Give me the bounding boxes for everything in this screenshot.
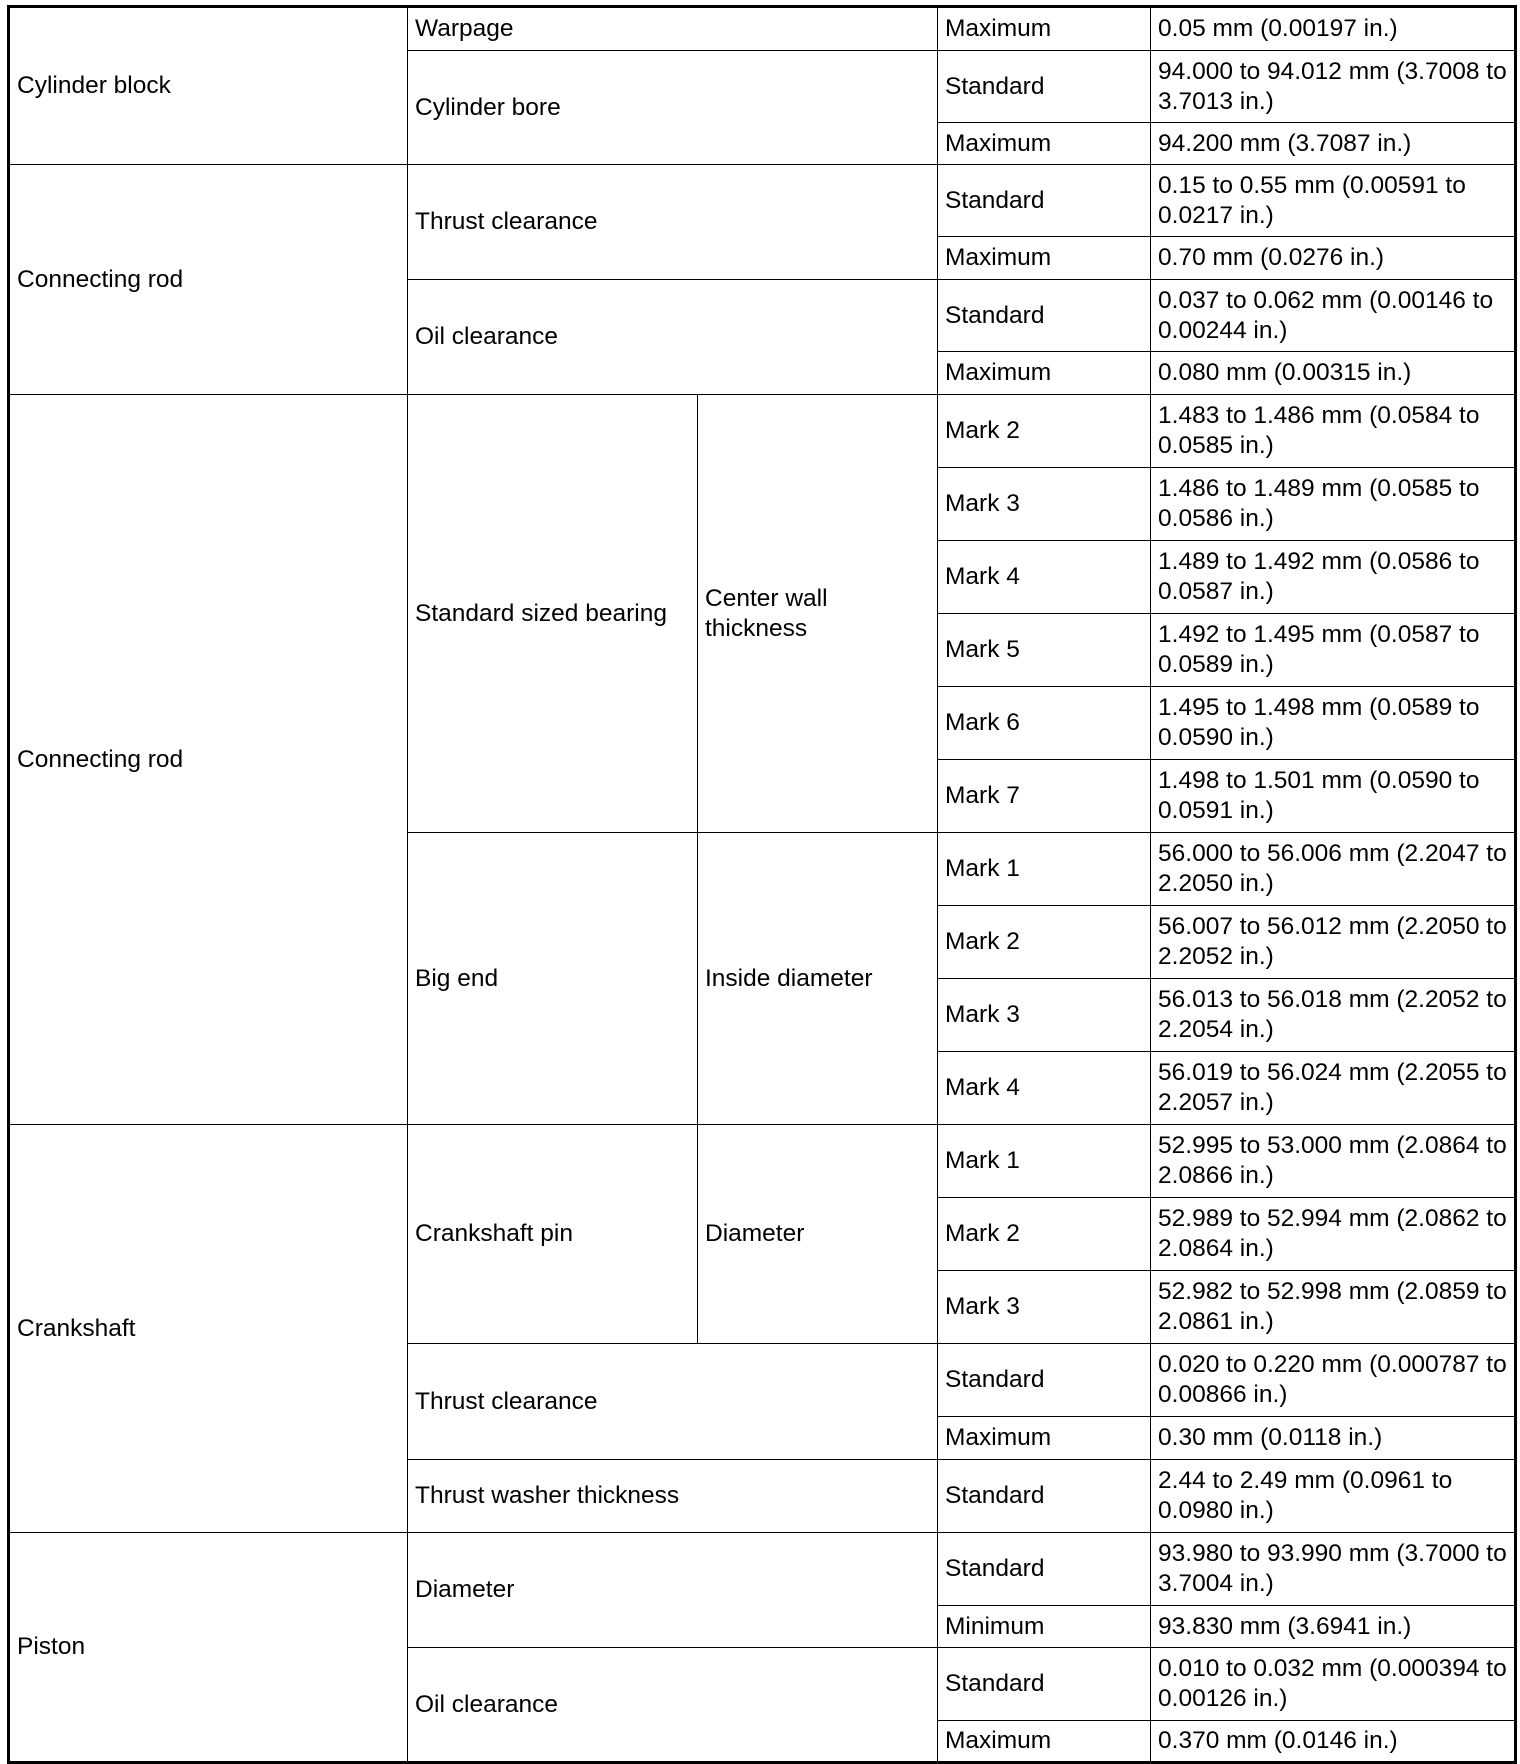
value-cell: 52.995 to 53.000 mm (2.0864 to 2.0866 in.) (1151, 1125, 1516, 1198)
value-cell: 0.370 mm (0.0146 in.) (1151, 1721, 1516, 1763)
condition-cell: Mark 3 (938, 979, 1151, 1052)
condition-cell: Mark 2 (938, 1198, 1151, 1271)
condition-cell: Maximum (938, 1417, 1151, 1460)
value-cell: 93.830 mm (3.6941 in.) (1151, 1606, 1516, 1648)
value-cell: 52.982 to 52.998 mm (2.0859 to 2.0861 in.) (1151, 1271, 1516, 1344)
value-cell: 1.492 to 1.495 mm (0.0587 to 0.0589 in.) (1151, 614, 1516, 687)
value-cell: 1.483 to 1.486 mm (0.0584 to 0.0585 in.) (1151, 395, 1516, 468)
condition-cell: Minimum (938, 1606, 1151, 1648)
value-cell: 0.05 mm (0.00197 in.) (1151, 7, 1516, 51)
item-cell: Thrust washer thickness (408, 1460, 938, 1533)
spec-table (7, 5, 1517, 1764)
table-row (9, 1533, 1516, 1606)
condition-cell: Standard (938, 1533, 1151, 1606)
component-cell: Cylinder block (9, 7, 408, 165)
component-cell: Connecting rod (9, 165, 408, 395)
condition-cell: Mark 3 (938, 468, 1151, 541)
item-cell: Oil clearance (408, 280, 938, 395)
condition-cell: Maximum (938, 237, 1151, 280)
value-cell: 0.010 to 0.032 mm (0.000394 to 0.00126 in.) (1151, 1648, 1516, 1721)
component-cell: Piston (9, 1533, 408, 1763)
condition-cell: Standard (938, 165, 1151, 237)
condition-cell: Standard (938, 1648, 1151, 1721)
condition-cell: Mark 5 (938, 614, 1151, 687)
value-cell: 0.30 mm (0.0118 in.) (1151, 1417, 1516, 1460)
condition-cell: Mark 4 (938, 541, 1151, 614)
item-cell: Thrust clearance (408, 165, 938, 280)
condition-cell: Standard (938, 51, 1151, 123)
value-cell: 0.020 to 0.220 mm (0.000787 to 0.00866 in.) (1151, 1344, 1516, 1417)
condition-cell: Mark 4 (938, 1052, 1151, 1125)
condition-cell: Mark 1 (938, 833, 1151, 906)
condition-cell: Mark 1 (938, 1125, 1151, 1198)
condition-cell: Mark 7 (938, 760, 1151, 833)
table-row (9, 1125, 1516, 1198)
value-cell: 56.000 to 56.006 mm (2.2047 to 2.2050 in.) (1151, 833, 1516, 906)
value-cell: 56.007 to 56.012 mm (2.2050 to 2.2052 in.) (1151, 906, 1516, 979)
item-cell: Crankshaft pin (408, 1125, 698, 1344)
table-row (9, 7, 1516, 51)
condition-cell: Mark 2 (938, 906, 1151, 979)
condition-cell: Standard (938, 1344, 1151, 1417)
condition-cell: Standard (938, 280, 1151, 352)
value-cell: 0.080 mm (0.00315 in.) (1151, 352, 1516, 395)
component-cell: Connecting rod (9, 395, 408, 1125)
condition-cell: Mark 3 (938, 1271, 1151, 1344)
item-cell: Oil clearance (408, 1648, 938, 1763)
value-cell: 0.15 to 0.55 mm (0.00591 to 0.0217 in.) (1151, 165, 1516, 237)
value-cell: 0.037 to 0.062 mm (0.00146 to 0.00244 in.) (1151, 280, 1516, 352)
value-cell: 94.000 to 94.012 mm (3.7008 to 3.7013 in.) (1151, 51, 1516, 123)
value-cell: 56.013 to 56.018 mm (2.2052 to 2.2054 in.) (1151, 979, 1516, 1052)
value-cell: 1.498 to 1.501 mm (0.0590 to 0.0591 in.) (1151, 760, 1516, 833)
item-cell: Standard sized bearing (408, 395, 698, 833)
condition-cell: Maximum (938, 352, 1151, 395)
value-cell: 1.495 to 1.498 mm (0.0589 to 0.0590 in.) (1151, 687, 1516, 760)
item-cell: Diameter (408, 1533, 938, 1648)
value-cell: 1.489 to 1.492 mm (0.0586 to 0.0587 in.) (1151, 541, 1516, 614)
item-cell: Thrust clearance (408, 1344, 938, 1460)
item-cell: Warpage (408, 7, 938, 51)
value-cell: 93.980 to 93.990 mm (3.7000 to 3.7004 in.) (1151, 1533, 1516, 1606)
condition-cell: Mark 2 (938, 395, 1151, 468)
condition-cell: Mark 6 (938, 687, 1151, 760)
condition-cell: Maximum (938, 7, 1151, 51)
value-cell: 0.70 mm (0.0276 in.) (1151, 237, 1516, 280)
item-cell: Big end (408, 833, 698, 1125)
value-cell: 94.200 mm (3.7087 in.) (1151, 123, 1516, 165)
table-row (9, 165, 1516, 237)
condition-cell: Standard (938, 1460, 1151, 1533)
value-cell: 56.019 to 56.024 mm (2.2055 to 2.2057 in.) (1151, 1052, 1516, 1125)
condition-cell: Maximum (938, 123, 1151, 165)
item-cell: Cylinder bore (408, 51, 938, 165)
value-cell: 52.989 to 52.994 mm (2.0862 to 2.0864 in.) (1151, 1198, 1516, 1271)
condition-cell: Maximum (938, 1721, 1151, 1763)
value-cell: 2.44 to 2.49 mm (0.0961 to 0.0980 in.) (1151, 1460, 1516, 1533)
component-cell: Crankshaft (9, 1125, 408, 1533)
subitem-cell: Center wall thickness (698, 395, 938, 833)
subitem-cell: Inside diameter (698, 833, 938, 1125)
table-row (9, 395, 1516, 468)
value-cell: 1.486 to 1.489 mm (0.0585 to 0.0586 in.) (1151, 468, 1516, 541)
subitem-cell: Diameter (698, 1125, 938, 1344)
